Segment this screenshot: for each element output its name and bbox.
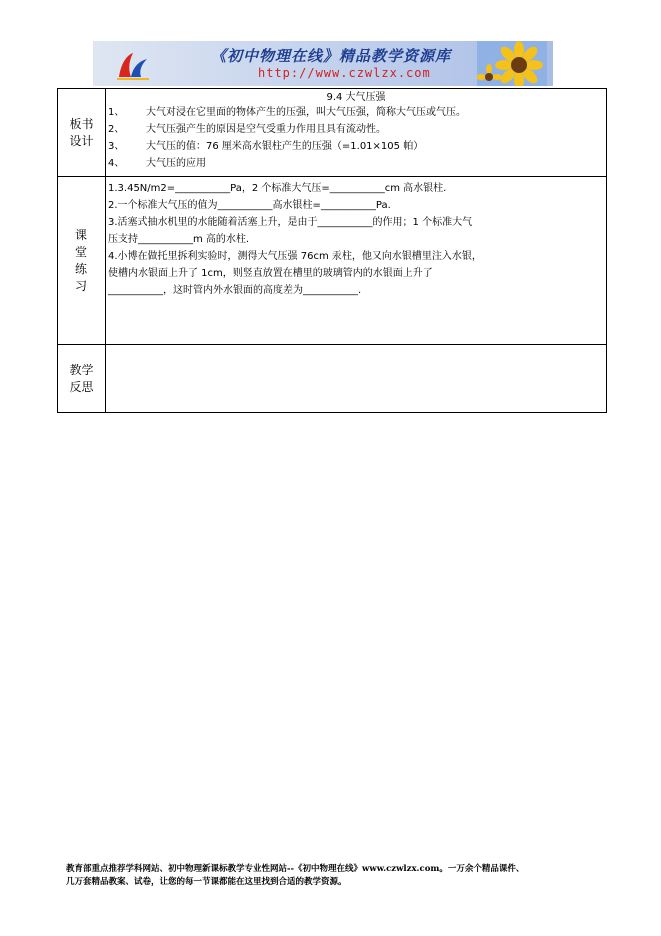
practice-content xyxy=(105,177,606,344)
lesson-title: 9.4 大气压强 xyxy=(326,92,386,103)
board-item-number: 4、 xyxy=(108,158,125,169)
board-item-text: 大气压的值：76 厘米高水银柱产生的压强（=1.01×105 帕） xyxy=(146,141,424,152)
reflection-label xyxy=(58,345,106,412)
board-item-text: 大气对浸在它里面的物体产生的压强，叫大气压强，简称大气压或气压。 xyxy=(146,107,466,118)
banner-title: 《初中物理在线》精品教学资源库 xyxy=(211,47,452,65)
board-item xyxy=(106,138,606,155)
board-item-text: 大气压的应用 xyxy=(146,158,206,169)
board-item xyxy=(106,104,606,121)
exercise-line: 1.3.45N/m2=___________Pa，2 个标准大气压=___________cm 高水银柱. xyxy=(108,183,447,194)
board-design-label xyxy=(58,89,106,176)
header-banner xyxy=(93,41,553,86)
practice-row xyxy=(58,177,606,345)
board-item-text: 大气压强产生的原因是空气受重力作用且具有流动性。 xyxy=(146,124,386,135)
page-footer xyxy=(66,863,596,889)
lesson-table xyxy=(57,88,607,413)
board-item-number: 3、 xyxy=(108,141,125,152)
practice-label xyxy=(58,177,104,344)
footer-line: 教育部重点推荐学科网站、初中物理新课标教学专业性网站--《初中物理在线》www.czwlzx.com。一万余个精品课件、 xyxy=(66,864,525,874)
exercise-line: 4.小博在做托里拆利实验时，测得大气压强 76cm 汞柱，他又向水银槽里注入水银， xyxy=(108,251,482,262)
board-item-number: 2、 xyxy=(108,124,125,135)
board-item xyxy=(106,155,606,172)
board-item-number: 1、 xyxy=(108,107,125,118)
exercise-line: 2.一个标准大气压的值为___________高水银柱=___________Pa. xyxy=(108,200,391,211)
czwlzx-logo-icon xyxy=(115,49,151,81)
reflection-label-text: 教学 反思 xyxy=(69,362,94,394)
sunflower-icon xyxy=(477,41,547,86)
practice-exercises xyxy=(106,177,606,299)
banner-url[interactable]: http://www.czwlzx.com xyxy=(258,66,431,80)
board-design-content xyxy=(106,89,606,176)
practice-label-text: 课 堂 练 习 xyxy=(74,227,87,293)
board-design-label-text: 板书 设计 xyxy=(69,116,94,148)
reflection-content xyxy=(106,345,606,412)
exercise-line: 使槽内水银面上升了 1cm，则竖直放置在槽里的玻璃管内的水银面上升了 xyxy=(108,268,433,279)
footer-line: 几万套精品教案、试卷，让您的每一节课都能在这里找到合适的教学资源。 xyxy=(66,877,347,887)
exercise-line: 压支持___________m 高的水柱. xyxy=(108,234,250,245)
board-item xyxy=(106,121,606,138)
exercise-line: 3.活塞式抽水机里的水能随着活塞上升，是由于___________的作用；1 个标准大气 xyxy=(108,217,473,228)
reflection-row xyxy=(58,345,606,412)
exercise-line: ___________，这时管内外水银面的高度差为___________. xyxy=(108,285,362,296)
board-design-row xyxy=(58,89,606,177)
